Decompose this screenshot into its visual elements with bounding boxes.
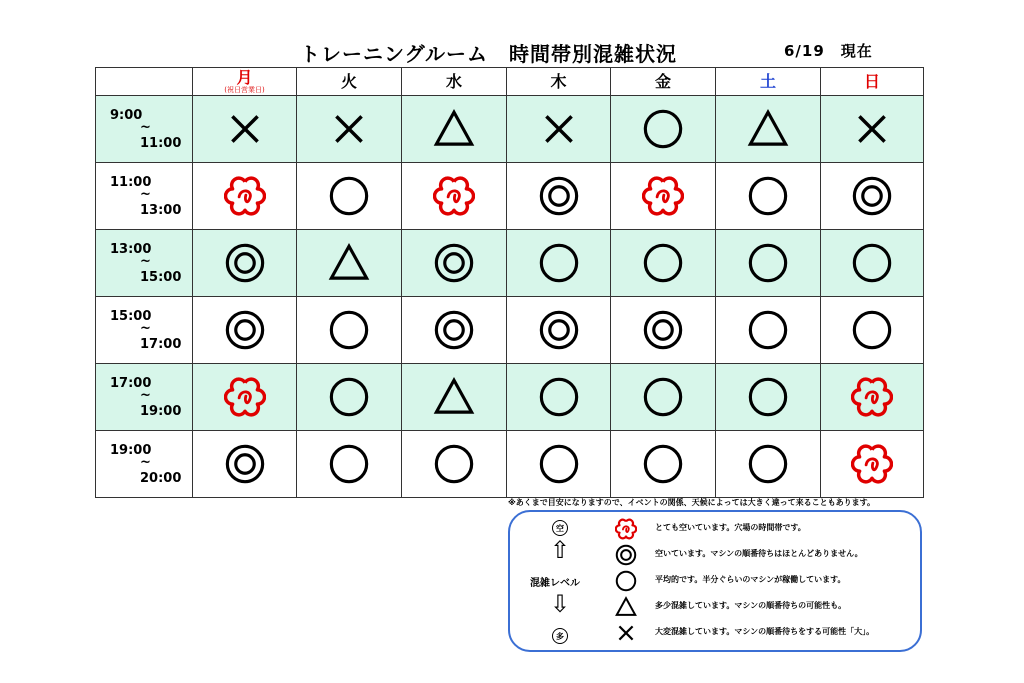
- circle-icon: [615, 570, 637, 592]
- triangle-icon: [615, 596, 637, 618]
- time-end: 15:00: [140, 270, 182, 285]
- triangle-icon: [433, 108, 475, 150]
- congestion-cell: [402, 431, 507, 498]
- circle-icon: [538, 443, 580, 485]
- circle-icon: [642, 443, 684, 485]
- circle-icon: [642, 242, 684, 284]
- circle-icon: [538, 376, 580, 418]
- circle-icon: [328, 175, 370, 217]
- legend-box: [508, 510, 922, 652]
- circle-icon: [433, 443, 475, 485]
- circle-icon: [747, 175, 789, 217]
- congestion-cell: [611, 96, 716, 163]
- congestion-cell: [611, 431, 716, 498]
- circle-icon: [328, 376, 370, 418]
- flower-icon: [433, 175, 475, 217]
- congestion-cell: [402, 364, 507, 431]
- cross-icon: [328, 108, 370, 150]
- page-title: トレーニングルーム 時間帯別混雑状況: [300, 42, 677, 66]
- congestion-cell: [507, 163, 611, 230]
- cross-icon: [615, 622, 637, 644]
- time-start: 19:00: [110, 443, 152, 458]
- triangle-icon: [328, 242, 370, 284]
- congestion-cell: [716, 96, 821, 163]
- congestion-cell: [716, 163, 821, 230]
- legend-item: [615, 594, 915, 618]
- circle-icon: [328, 443, 370, 485]
- flower-icon: [642, 175, 684, 217]
- congestion-cell: [507, 230, 611, 297]
- double-circle-icon: [538, 309, 580, 351]
- table-row: [96, 431, 924, 498]
- circle-icon: [538, 242, 580, 284]
- circle-icon: [851, 309, 893, 351]
- corner-cell: [96, 68, 193, 96]
- congestion-cell: [821, 364, 924, 431]
- congestion-cell: [193, 230, 297, 297]
- cross-icon: [538, 108, 580, 150]
- flower-icon: [851, 376, 893, 418]
- day-header: 日: [821, 68, 924, 96]
- time-tilde: ~: [140, 388, 151, 403]
- congestion-cell: [611, 297, 716, 364]
- time-end: 19:00: [140, 404, 182, 419]
- congestion-cell: [297, 163, 402, 230]
- flower-icon: [615, 518, 637, 540]
- legend-item: [615, 516, 915, 540]
- double-circle-icon: [433, 309, 475, 351]
- congestion-cell: [611, 163, 716, 230]
- circle-icon: [642, 108, 684, 150]
- table-row: [96, 230, 924, 297]
- table-row: [96, 163, 924, 230]
- day-header: 水: [402, 68, 507, 96]
- time-end: 13:00: [140, 203, 182, 218]
- congestion-cell: [402, 230, 507, 297]
- time-end: 17:00: [140, 337, 182, 352]
- triangle-icon: [433, 376, 475, 418]
- header-row: [96, 68, 924, 96]
- legend-item-text: 多少混雑しています。マシンの順番待ちの可能性も。: [655, 601, 847, 610]
- time-slot-cell: [96, 364, 193, 431]
- flower-icon: [851, 443, 893, 485]
- congestion-cell: [402, 96, 507, 163]
- congestion-cell: [716, 431, 821, 498]
- day-header: 木: [507, 68, 611, 96]
- time-slot-cell: [96, 163, 193, 230]
- disclaimer-note: ※あくまで目安になりますので、イベントの関係、天候によっては大きく違って来ることもあります。: [508, 498, 875, 507]
- legend-item-text: 空いています。マシンの順番待ちはほとんどありません。: [655, 549, 863, 558]
- congestion-cell: [716, 230, 821, 297]
- congestion-cell: [193, 96, 297, 163]
- day-header: 金: [611, 68, 716, 96]
- legend-item-text: とても空いています。穴場の時間帯です。: [655, 523, 806, 532]
- circle-icon: [851, 242, 893, 284]
- time-slot-cell: [96, 431, 193, 498]
- congestion-cell: [297, 431, 402, 498]
- circle-icon: [747, 309, 789, 351]
- congestion-cell: [297, 96, 402, 163]
- congestion-cell: [402, 163, 507, 230]
- congestion-cell: [716, 297, 821, 364]
- time-tilde: ~: [140, 254, 151, 269]
- time-end: 11:00: [140, 136, 182, 151]
- congestion-cell: [507, 431, 611, 498]
- congestion-cell: [716, 364, 821, 431]
- legend-item-text: 大変混雑しています。マシンの順番待ちをする可能性「大」。: [655, 627, 875, 636]
- congestion-cell: [193, 431, 297, 498]
- table-row: [96, 96, 924, 163]
- time-tilde: ~: [140, 120, 151, 135]
- congestion-cell: [297, 364, 402, 431]
- double-circle-icon: [224, 309, 266, 351]
- congestion-cell: [507, 364, 611, 431]
- congestion-cell: [507, 96, 611, 163]
- empty-badge: 空: [552, 520, 568, 536]
- day-header: 土: [716, 68, 821, 96]
- time-start: 11:00: [110, 175, 152, 190]
- congestion-level-label: 混雑レベル: [530, 578, 580, 589]
- congestion-cell: [193, 163, 297, 230]
- flower-icon: [224, 175, 266, 217]
- double-circle-icon: [224, 443, 266, 485]
- circle-icon: [747, 443, 789, 485]
- congestion-cell: [821, 163, 924, 230]
- congestion-cell: [821, 431, 924, 498]
- table-row: [96, 364, 924, 431]
- day-header: 月 (祝日営業日): [193, 68, 297, 96]
- congestion-cell: [821, 297, 924, 364]
- legend-item: [615, 542, 915, 566]
- circle-icon: [747, 242, 789, 284]
- double-circle-icon: [642, 309, 684, 351]
- time-slot-cell: [96, 297, 193, 364]
- congestion-cell: [297, 297, 402, 364]
- time-tilde: ~: [140, 187, 151, 202]
- double-circle-icon: [224, 242, 266, 284]
- congestion-cell: [402, 297, 507, 364]
- time-start: 17:00: [110, 376, 152, 391]
- congestion-cell: [507, 297, 611, 364]
- congestion-cell: [821, 96, 924, 163]
- time-end: 20:00: [140, 471, 182, 486]
- congestion-cell: [821, 230, 924, 297]
- circle-icon: [328, 309, 370, 351]
- congestion-cell: [611, 364, 716, 431]
- congestion-cell: [193, 364, 297, 431]
- congestion-cell: [297, 230, 402, 297]
- up-arrow-icon: ⇧: [550, 536, 571, 564]
- legend-item-text: 平均的です。半分ぐらいのマシンが稼働しています。: [655, 575, 846, 584]
- time-start: 13:00: [110, 242, 152, 257]
- double-circle-icon: [433, 242, 475, 284]
- circle-icon: [642, 376, 684, 418]
- congestion-cell: [193, 297, 297, 364]
- day-header: 火: [297, 68, 402, 96]
- time-slot-cell: [96, 96, 193, 163]
- congestion-cell: [611, 230, 716, 297]
- down-arrow-icon: ⇩: [550, 590, 571, 618]
- legend-item: [615, 568, 915, 592]
- current-date: 6/19 現在: [784, 42, 873, 60]
- time-tilde: ~: [140, 321, 151, 336]
- triangle-icon: [747, 108, 789, 150]
- cross-icon: [851, 108, 893, 150]
- table-row: [96, 297, 924, 364]
- time-tilde: ~: [140, 455, 151, 470]
- cross-icon: [224, 108, 266, 150]
- double-circle-icon: [615, 544, 637, 566]
- time-start: 9:00: [110, 108, 143, 123]
- legend-item: [615, 620, 915, 644]
- time-slot-cell: [96, 230, 193, 297]
- double-circle-icon: [851, 175, 893, 217]
- crowded-badge: 多: [552, 628, 568, 644]
- circle-icon: [747, 376, 789, 418]
- double-circle-icon: [538, 175, 580, 217]
- schedule-table: [95, 67, 924, 498]
- time-start: 15:00: [110, 309, 152, 324]
- flower-icon: [224, 376, 266, 418]
